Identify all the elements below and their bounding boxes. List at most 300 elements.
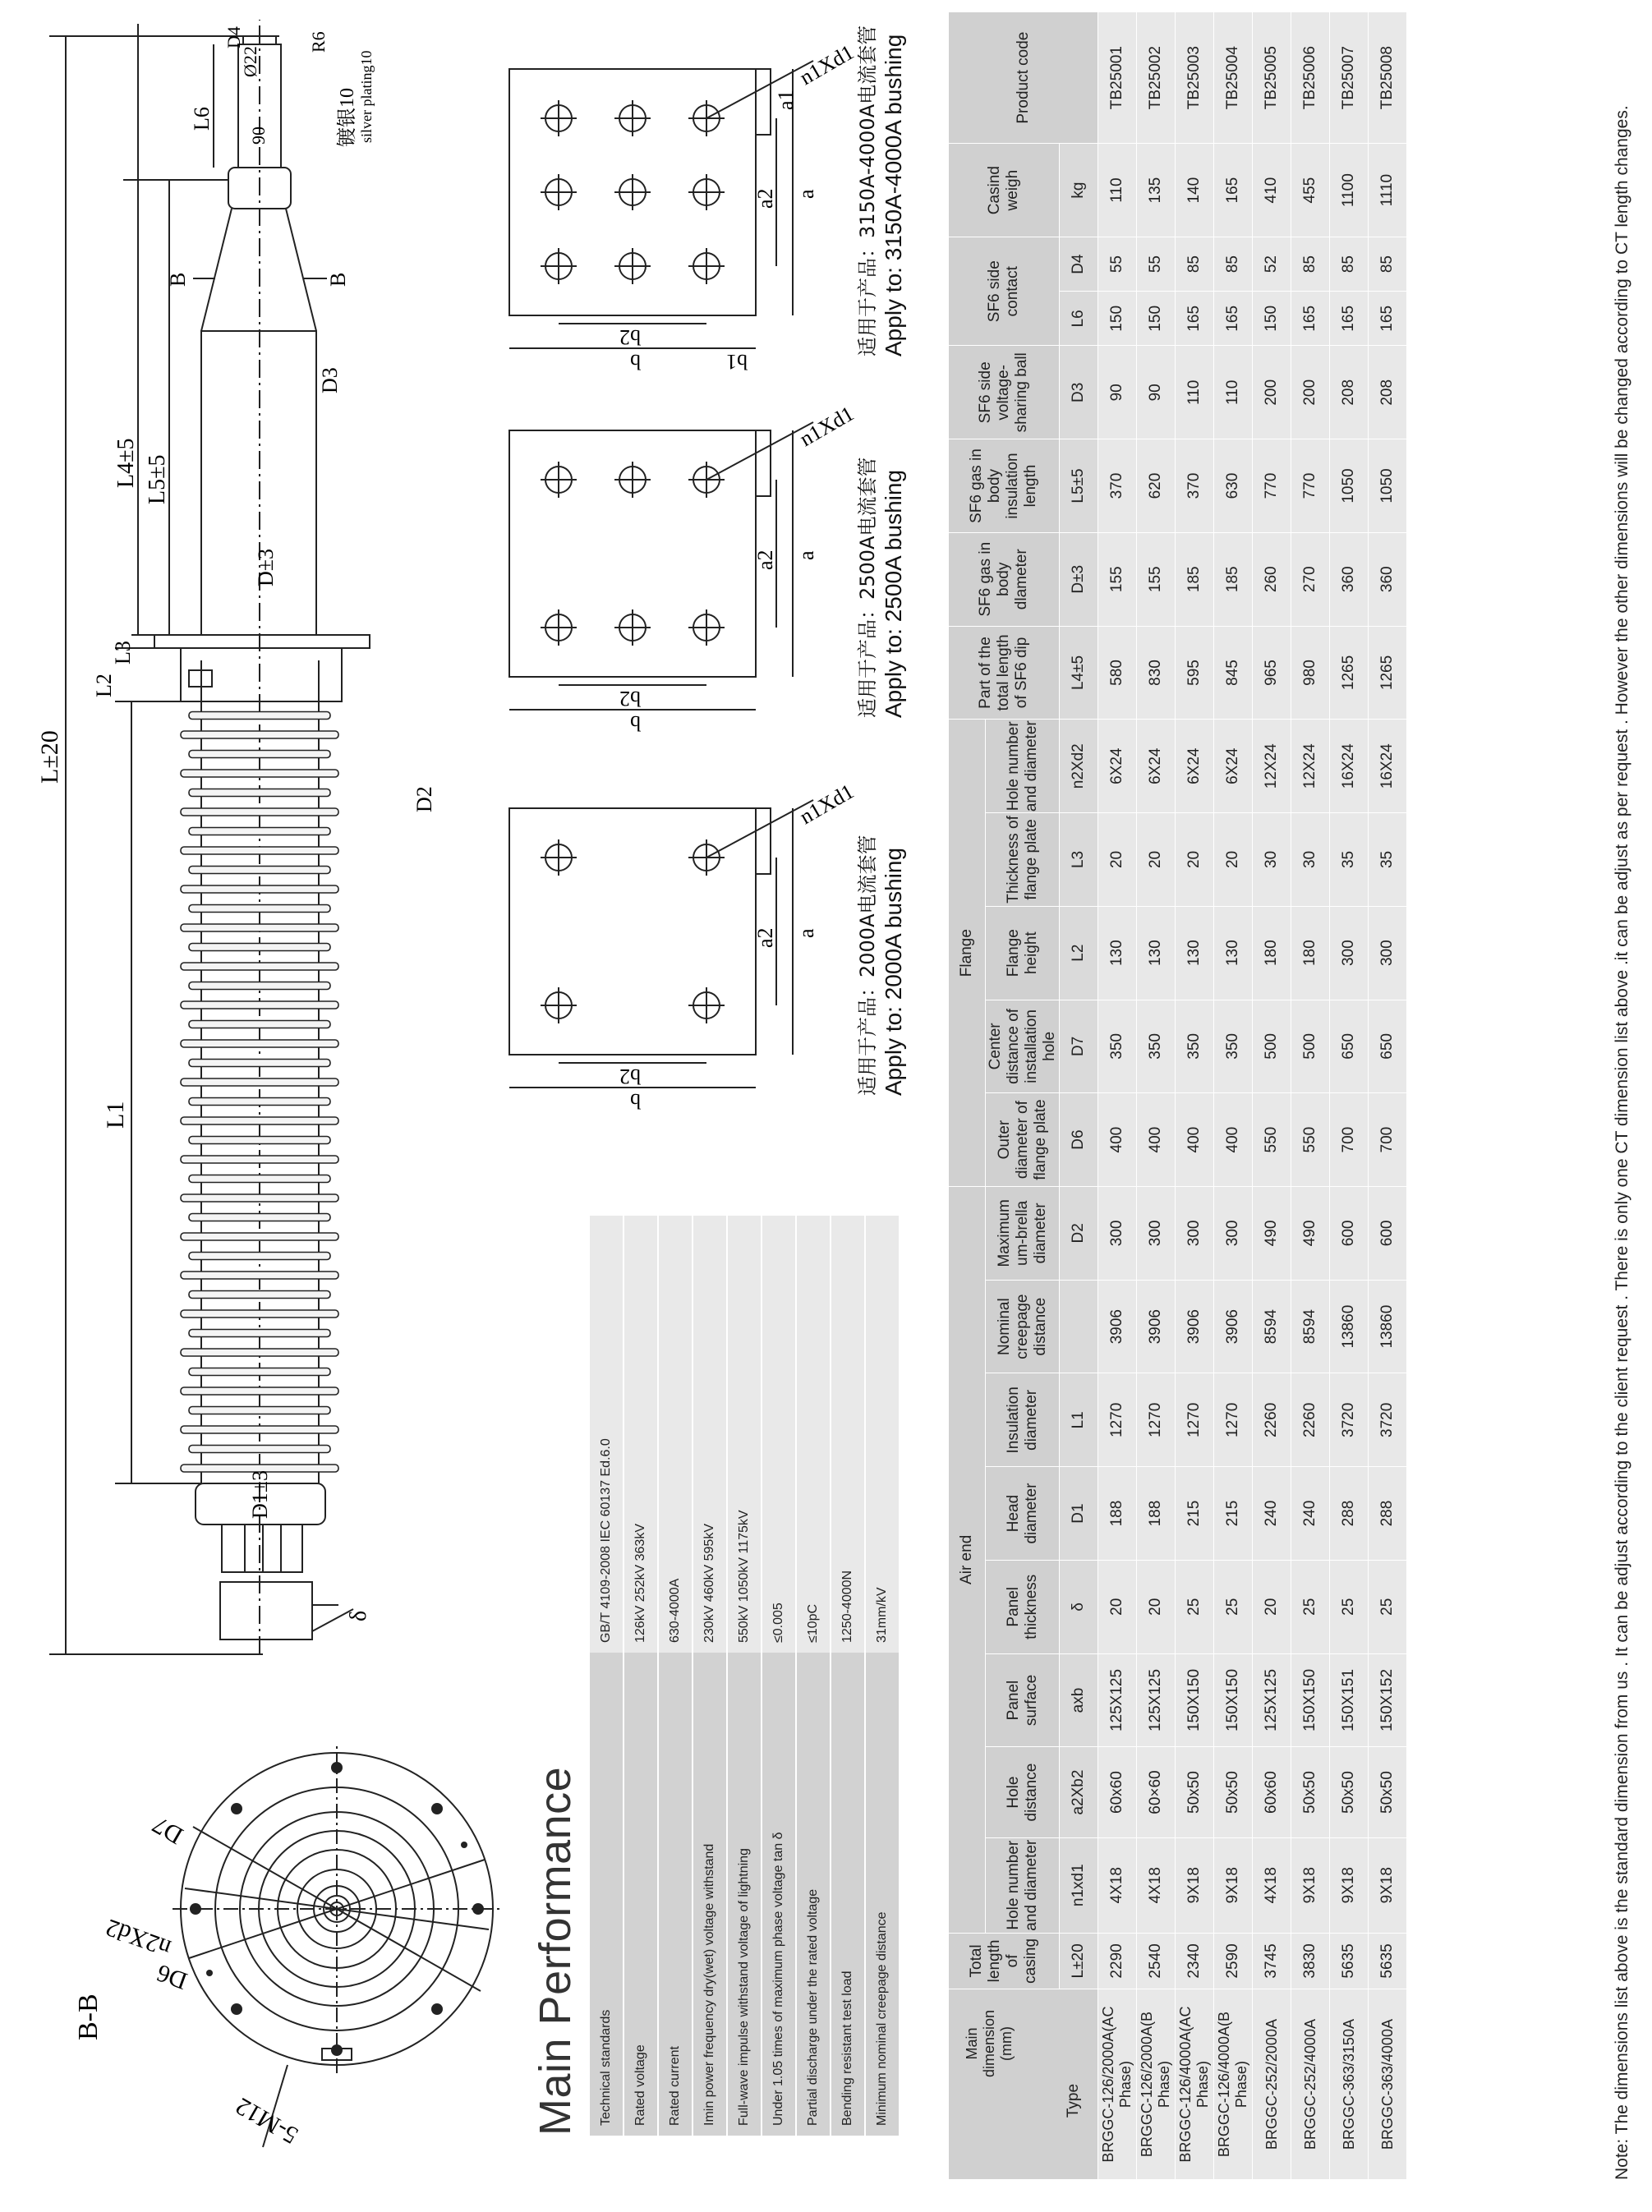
label-l6: L6 — [190, 107, 214, 131]
value-cell: 155 — [1137, 532, 1176, 626]
plate-label-a: a — [794, 928, 818, 938]
symbol-cell: L±20 — [1060, 1933, 1098, 1989]
column-header: Hole distance — [986, 1747, 1060, 1837]
symbol-cell: D±3 — [1060, 532, 1098, 626]
plate-label-n1xd1: n1Xd1 — [795, 779, 858, 830]
column-header: Panel thickness — [986, 1560, 1060, 1653]
mounting-plate-2 — [476, 389, 858, 735]
value-cell: 360 — [1369, 532, 1407, 626]
label-m12: 5-M12 — [231, 2092, 303, 2150]
value-cell: 400 — [1214, 1093, 1253, 1187]
value-cell: 85 — [1291, 237, 1330, 291]
column-header: Thickness of flange plate — [986, 813, 1060, 907]
value-cell: 60x60 — [1098, 1747, 1137, 1837]
value-cell: 965 — [1253, 626, 1291, 720]
value-cell: 270 — [1291, 532, 1330, 626]
value-cell: 288 — [1369, 1467, 1407, 1561]
value-cell: 90 — [1137, 346, 1176, 439]
dimension-note: Note: The dimensions list above is the standard dimension from us . It can be adjust according to the client request . There is only one CT dimension list above .it can be adjust as per request . However the other dimensions will be changed according to CT length changes. — [1613, 105, 1631, 2180]
plate-label-b2: b2 — [619, 1065, 641, 1088]
value-cell: 50x50 — [1291, 1747, 1330, 1837]
value-cell: 150X150 — [1214, 1653, 1253, 1747]
section-bb-drawing — [16, 1671, 526, 2164]
value-cell: 50x50 — [1330, 1747, 1369, 1837]
value-cell: 150X150 — [1291, 1653, 1330, 1747]
value-cell: 85 — [1330, 237, 1369, 291]
type-cell: BRGGC-126/2000A(B Phase) — [1137, 1989, 1176, 2180]
label-d4: D4 — [223, 26, 244, 48]
label-b-top: B — [166, 272, 190, 287]
type-cell: BRGGC-363/4000A — [1369, 1989, 1407, 2180]
value-cell: 180 — [1291, 906, 1330, 1000]
value-cell: 20 — [1176, 813, 1214, 907]
label-dim90: 90 — [248, 126, 269, 145]
label-l-total: L±20 — [36, 730, 63, 784]
type-cell: BRGGC-126/2000A(AC Phase) — [1098, 1989, 1137, 2180]
value-cell: 3720 — [1369, 1373, 1407, 1467]
value-cell: 370 — [1176, 439, 1214, 533]
plate-label-n1xd1: n1Xd1 — [795, 401, 858, 452]
value-cell: 188 — [1137, 1467, 1176, 1561]
value-cell: 25 — [1214, 1560, 1253, 1653]
value-cell: 300 — [1137, 1186, 1176, 1280]
performance-row — [590, 1216, 624, 2136]
performance-row — [796, 1216, 831, 2136]
label-l1: L1 — [102, 1101, 129, 1129]
corner-bottom: Type — [1065, 2083, 1082, 2118]
corner-header — [949, 1989, 1098, 2180]
value-cell: 12X24 — [1253, 720, 1291, 813]
value-cell: TB25002 — [1137, 12, 1176, 144]
plate-caption-cn: 适用于产品：3150A-4000A电流套管 — [856, 25, 879, 356]
value-cell: 1270 — [1176, 1373, 1214, 1467]
value-cell: 150X150 — [1176, 1653, 1214, 1747]
value-cell: 3745 — [1253, 1933, 1291, 1989]
symbol-cell: axb — [1060, 1653, 1098, 1747]
value-cell: 770 — [1291, 439, 1330, 533]
symbol-cell: L1 — [1060, 1373, 1098, 1467]
main-performance-table — [590, 1216, 900, 2136]
label-d3: D3 — [318, 367, 342, 393]
value-cell: 50x50 — [1369, 1747, 1407, 1837]
value-cell: 150X151 — [1330, 1653, 1369, 1747]
value-cell: 9X18 — [1291, 1837, 1330, 1933]
value-cell: 700 — [1330, 1093, 1369, 1187]
plate-label-a: a — [794, 189, 818, 199]
section-bb-label: B-B — [73, 1994, 104, 2040]
value-cell: 6X24 — [1098, 720, 1137, 813]
value-cell: 200 — [1291, 346, 1330, 439]
value-cell: 490 — [1291, 1186, 1330, 1280]
symbol-cell: n2Xd2 — [1060, 720, 1098, 813]
label-n2xd2: n2Xd2 — [102, 1913, 175, 1962]
header-col: SF6 side voltage-sharing ball — [949, 346, 1060, 439]
value-cell: 8594 — [1291, 1280, 1330, 1373]
value-cell: 130 — [1176, 906, 1214, 1000]
performance-key: Rated voltage — [624, 1653, 658, 2136]
label-d1: D1±3 — [248, 1469, 272, 1519]
value-cell: 150 — [1137, 292, 1176, 346]
value-cell: 185 — [1176, 532, 1214, 626]
symbol-cell: L4±5 — [1060, 626, 1098, 720]
value-cell: 770 — [1253, 439, 1291, 533]
value-cell: 2340 — [1176, 1933, 1214, 1989]
performance-row — [658, 1216, 693, 2136]
header-col: Casind weigh — [949, 144, 1060, 237]
value-cell: 165 — [1369, 292, 1407, 346]
performance-key: Bending resistant test load — [831, 1653, 865, 2136]
value-cell: 130 — [1214, 906, 1253, 1000]
label-d6: D6 — [153, 1958, 191, 1995]
plate-caption-en: Apply to: 3150A-4000A bushing — [881, 34, 906, 356]
value-cell: 60×60 — [1137, 1747, 1176, 1837]
value-cell: 3906 — [1214, 1280, 1253, 1373]
symbol-cell: L3 — [1060, 813, 1098, 907]
performance-value: GB/T 4109-2008 IEC 60137 Ed.6.0 — [590, 1216, 624, 1653]
value-cell: 980 — [1291, 626, 1330, 720]
value-cell: 13860 — [1330, 1280, 1369, 1373]
label-phi22: Ø22 — [240, 46, 260, 77]
value-cell: 200 — [1253, 346, 1291, 439]
value-cell: 165 — [1176, 292, 1214, 346]
value-cell: 215 — [1176, 1467, 1214, 1561]
value-cell: 135 — [1137, 144, 1176, 237]
corner-top: Main dimension (mm) — [964, 2009, 1015, 2078]
symbol-cell: D7 — [1060, 1000, 1098, 1093]
performance-value: 1250-4000N — [831, 1216, 865, 1653]
value-cell: 1100 — [1330, 144, 1369, 237]
value-cell: 650 — [1369, 1000, 1407, 1093]
value-cell: 30 — [1291, 813, 1330, 907]
header-col: Product code — [949, 12, 1098, 144]
value-cell: 240 — [1253, 1467, 1291, 1561]
table-row — [1137, 12, 1176, 2180]
value-cell: 550 — [1291, 1093, 1330, 1187]
type-cell: BRGGC-363/3150A — [1330, 1989, 1369, 2180]
value-cell: 25 — [1369, 1560, 1407, 1653]
value-cell: 2260 — [1291, 1373, 1330, 1467]
symbol-cell: D4 — [1060, 237, 1098, 291]
value-cell: 410 — [1253, 144, 1291, 237]
column-header: Flange height — [986, 906, 1060, 1000]
label-l5: L5±5 — [145, 454, 170, 504]
value-cell: 260 — [1253, 532, 1291, 626]
plate-label-a: a — [794, 550, 818, 560]
value-cell: 16X24 — [1330, 720, 1369, 813]
symbol-cell: n1xd1 — [1060, 1837, 1098, 1933]
symbol-cell: D1 — [1060, 1467, 1098, 1561]
value-cell: 4X18 — [1137, 1837, 1176, 1933]
table-row — [1369, 12, 1407, 2180]
value-cell: 4X18 — [1253, 1837, 1291, 1933]
plate-label-b: b — [630, 350, 641, 374]
value-cell: 20 — [1137, 813, 1176, 907]
symbol-cell: D6 — [1060, 1093, 1098, 1187]
value-cell: 595 — [1176, 626, 1214, 720]
value-cell: 370 — [1098, 439, 1137, 533]
value-cell: 180 — [1253, 906, 1291, 1000]
value-cell: 150X152 — [1369, 1653, 1407, 1747]
value-cell: 50x50 — [1176, 1747, 1214, 1837]
value-cell: TB25003 — [1176, 12, 1214, 144]
value-cell: 300 — [1176, 1186, 1214, 1280]
type-cell: BRGGC-252/4000A — [1291, 1989, 1330, 2180]
label-delta: δ — [346, 1610, 371, 1621]
plate-caption — [854, 458, 907, 719]
value-cell: 300 — [1369, 906, 1407, 1000]
value-cell: TB25001 — [1098, 12, 1137, 144]
column-header: Hole number and diameter — [986, 720, 1060, 813]
value-cell: 188 — [1098, 1467, 1137, 1561]
value-cell: 125X125 — [1137, 1653, 1176, 1747]
performance-key: Full-wave impulse withstand voltage of lightning — [727, 1653, 762, 2136]
value-cell: 1265 — [1369, 626, 1407, 720]
plate-label-b2: b2 — [619, 687, 641, 711]
plate-label-b: b — [630, 1089, 641, 1113]
value-cell: 650 — [1330, 1000, 1369, 1093]
column-header: Panel surface — [986, 1653, 1060, 1747]
value-cell: 550 — [1253, 1093, 1291, 1187]
value-cell: 6X24 — [1137, 720, 1176, 813]
header-total-length: Total length of casing — [949, 1933, 1060, 1989]
value-cell: 580 — [1098, 626, 1137, 720]
value-cell: 55 — [1137, 237, 1176, 291]
table-row — [1330, 12, 1369, 2180]
value-cell: 35 — [1330, 813, 1369, 907]
value-cell: 3720 — [1330, 1373, 1369, 1467]
performance-value: 630-4000A — [658, 1216, 693, 1653]
column-header: Hole number and diameter — [986, 1837, 1060, 1933]
value-cell: 55 — [1098, 237, 1137, 291]
value-cell: TB25008 — [1369, 12, 1407, 144]
table-row — [1253, 12, 1291, 2180]
bushing-elevation-drawing — [16, 0, 476, 1654]
value-cell: 8594 — [1253, 1280, 1291, 1373]
label-l4: L4±5 — [113, 438, 139, 488]
value-cell: 150 — [1098, 292, 1137, 346]
plate-caption — [854, 835, 907, 1097]
value-cell: 2540 — [1137, 1933, 1176, 1989]
value-cell: 3906 — [1137, 1280, 1176, 1373]
type-cell: BRGGC-126/4000A(B Phase) — [1214, 1989, 1253, 2180]
symbol-cell: L2 — [1060, 906, 1098, 1000]
dimension-table — [948, 11, 1407, 2180]
value-cell: 240 — [1291, 1467, 1330, 1561]
value-cell: 5635 — [1369, 1933, 1407, 1989]
label-silver-en: silver plating10 — [358, 50, 375, 143]
header-col: SF6 gas in body insulation length — [949, 439, 1060, 533]
performance-key: Partial discharge under the rated voltage — [796, 1653, 831, 2136]
column-header: Head diameter — [986, 1467, 1060, 1561]
symbol-cell: δ — [1060, 1560, 1098, 1653]
value-cell: 620 — [1137, 439, 1176, 533]
label-r6: R6 — [308, 31, 329, 53]
performance-value: 230kV 460kV 595kV — [693, 1216, 727, 1653]
performance-value: 31mm/kV — [865, 1216, 900, 1653]
value-cell: TB25005 — [1253, 12, 1291, 144]
value-cell: 20 — [1098, 813, 1137, 907]
table-row — [1214, 12, 1253, 2180]
type-cell: BRGGC-252/2000A — [1253, 1989, 1291, 2180]
value-cell: 85 — [1369, 237, 1407, 291]
column-header: Insulation diameter — [986, 1373, 1060, 1467]
value-cell: 9X18 — [1330, 1837, 1369, 1933]
performance-row — [727, 1216, 762, 2136]
performance-row — [865, 1216, 900, 2136]
value-cell: 125X125 — [1253, 1653, 1291, 1747]
value-cell: 1050 — [1369, 439, 1407, 533]
value-cell: 20 — [1253, 1560, 1291, 1653]
value-cell: 1270 — [1214, 1373, 1253, 1467]
plate-caption — [854, 25, 907, 356]
value-cell: 3906 — [1098, 1280, 1137, 1373]
symbol-cell — [1060, 1280, 1098, 1373]
value-cell: 1110 — [1369, 144, 1407, 237]
value-cell: 110 — [1214, 346, 1253, 439]
performance-row — [831, 1216, 865, 2136]
value-cell: 1270 — [1098, 1373, 1137, 1467]
value-cell: TB25007 — [1330, 12, 1369, 144]
value-cell: 3906 — [1176, 1280, 1214, 1373]
value-cell: 350 — [1214, 1000, 1253, 1093]
symbol-cell: kg — [1060, 144, 1098, 237]
value-cell: 52 — [1253, 237, 1291, 291]
column-header: Outer diameter of flange plate — [986, 1093, 1060, 1187]
value-cell: 85 — [1214, 237, 1253, 291]
performance-key: Under 1.05 times of maximum phase voltage tan δ — [762, 1653, 796, 2136]
value-cell: 500 — [1291, 1000, 1330, 1093]
value-cell: 700 — [1369, 1093, 1407, 1187]
value-cell: 2260 — [1253, 1373, 1291, 1467]
column-header: Maximum um-brella diameter — [986, 1186, 1060, 1280]
value-cell: 845 — [1214, 626, 1253, 720]
value-cell: 25 — [1176, 1560, 1214, 1653]
label-d-body: D±3 — [254, 548, 278, 586]
performance-key: Imin power frequency dry(wet) voltage withstand — [693, 1653, 727, 2136]
performance-row — [624, 1216, 658, 2136]
header-col: SF6 side contact — [949, 237, 1060, 345]
value-cell: 2290 — [1098, 1933, 1137, 1989]
label-b-bottom: B — [326, 272, 350, 287]
mounting-plate-3 — [476, 28, 858, 374]
value-cell: 85 — [1176, 237, 1214, 291]
symbol-cell: L5±5 — [1060, 439, 1098, 533]
symbol-cell: D2 — [1060, 1186, 1098, 1280]
plate-caption-cn: 适用于产品：2500A电流套管 — [856, 457, 879, 718]
value-cell: 13860 — [1369, 1280, 1407, 1373]
value-cell: 215 — [1214, 1467, 1253, 1561]
value-cell: 25 — [1330, 1560, 1369, 1653]
plate-label-a2: a2 — [753, 550, 777, 570]
performance-key: Minimum nominal creepage distance — [865, 1653, 900, 2136]
value-cell: 455 — [1291, 144, 1330, 237]
value-cell: 350 — [1176, 1000, 1214, 1093]
performance-value: ≤10pC — [796, 1216, 831, 1653]
value-cell: 490 — [1253, 1186, 1291, 1280]
value-cell: 110 — [1176, 346, 1214, 439]
value-cell: 185 — [1214, 532, 1253, 626]
header-col: SF6 gas in body dlameter — [949, 532, 1060, 626]
performance-row — [693, 1216, 727, 2136]
label-silver-cn: 镀银10 — [337, 88, 358, 147]
mounting-plate-1 — [476, 767, 858, 1113]
value-cell: 9X18 — [1369, 1837, 1407, 1933]
value-cell: 3830 — [1291, 1933, 1330, 1989]
label-l3: L3 — [111, 641, 135, 665]
value-cell: 12X24 — [1291, 720, 1330, 813]
value-cell: 300 — [1330, 906, 1369, 1000]
value-cell: 360 — [1330, 532, 1369, 626]
value-cell: 110 — [1098, 144, 1137, 237]
value-cell: 20 — [1137, 1560, 1176, 1653]
value-cell: TB25004 — [1214, 12, 1253, 144]
value-cell: 140 — [1176, 144, 1214, 237]
value-cell: 300 — [1098, 1186, 1137, 1280]
value-cell: 2590 — [1214, 1933, 1253, 1989]
table-row — [1176, 12, 1214, 2180]
value-cell: 165 — [1291, 292, 1330, 346]
label-d2: D2 — [412, 786, 436, 812]
plate-label-n1xd1: n1Xd1 — [795, 39, 858, 90]
value-cell: 50x50 — [1214, 1747, 1253, 1837]
value-cell: 20 — [1214, 813, 1253, 907]
value-cell: TB25006 — [1291, 12, 1330, 144]
value-cell: 1050 — [1330, 439, 1369, 533]
value-cell: 400 — [1176, 1093, 1214, 1187]
value-cell: 150 — [1253, 292, 1291, 346]
plate-label-b2: b2 — [619, 325, 641, 349]
value-cell: 300 — [1214, 1186, 1253, 1280]
label-d7: D7 — [148, 1810, 188, 1850]
value-cell: 350 — [1137, 1000, 1176, 1093]
value-cell: 90 — [1098, 346, 1137, 439]
symbol-cell: L6 — [1060, 292, 1098, 346]
value-cell: 288 — [1330, 1467, 1369, 1561]
value-cell: 60x60 — [1253, 1747, 1291, 1837]
value-cell: 6X24 — [1176, 720, 1214, 813]
value-cell: 16X24 — [1369, 720, 1407, 813]
performance-key: Rated current — [658, 1653, 693, 2136]
type-cell: BRGGC-126/4000A(AC Phase) — [1176, 1989, 1214, 2180]
value-cell: 125X125 — [1098, 1653, 1137, 1747]
plate-label-b: b — [630, 711, 641, 735]
plate-label-a1: a1 — [774, 90, 798, 110]
value-cell: 400 — [1137, 1093, 1176, 1187]
value-cell: 630 — [1214, 439, 1253, 533]
value-cell: 4X18 — [1098, 1837, 1137, 1933]
value-cell: 1270 — [1137, 1373, 1176, 1467]
table-row — [1098, 12, 1137, 2180]
group-air-end: Air end — [949, 1186, 986, 1933]
column-header: Center distance of installation hole — [986, 1000, 1060, 1093]
plate-label-b1: b1 — [726, 350, 748, 374]
performance-value: 126kV 252kV 363kV — [624, 1216, 658, 1653]
value-cell: 9X18 — [1176, 1837, 1214, 1933]
value-cell: 30 — [1253, 813, 1291, 907]
plate-caption-en: Apply to: 2000A bushing — [881, 847, 906, 1096]
value-cell: 165 — [1214, 144, 1253, 237]
table-row — [1291, 12, 1330, 2180]
header-col: Part of the total length of SF6 dip — [949, 626, 1060, 720]
performance-key: Technical standards — [590, 1653, 624, 2136]
value-cell: 6X24 — [1214, 720, 1253, 813]
symbol-cell: D3 — [1060, 346, 1098, 439]
value-cell: 5635 — [1330, 1933, 1369, 1989]
value-cell: 155 — [1098, 532, 1137, 626]
value-cell: 1265 — [1330, 626, 1369, 720]
value-cell: 35 — [1369, 813, 1407, 907]
value-cell: 165 — [1330, 292, 1369, 346]
